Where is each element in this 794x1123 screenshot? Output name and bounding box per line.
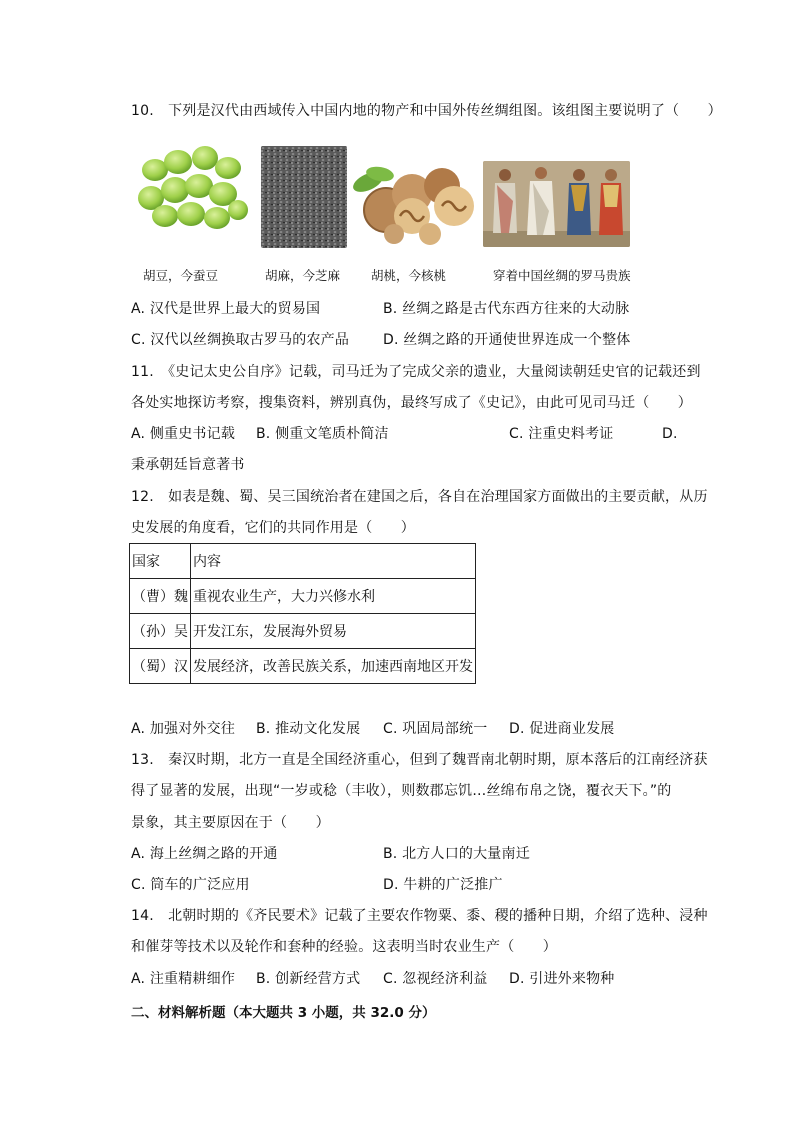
table-cell-country: （曹）魏 — [130, 579, 191, 614]
sesame-image — [261, 146, 347, 248]
q13-stem-line1: 13. 秦汉时期，北方一直是全国经济重心，但到了魏晋南北朝时期，原本落后的江南经济获 — [131, 752, 708, 768]
q12-table — [129, 543, 476, 684]
roman-nobles-image — [483, 161, 630, 247]
q11-option-c: C. 注重史料考证 — [509, 426, 614, 442]
q14-stem-line2: 和催芽等技术以及轮作和套种的经验。这表明当时农业生产（ ） — [131, 939, 557, 955]
table-cell-country: （蜀）汉 — [130, 649, 191, 684]
table-header-country: 国家 — [130, 544, 191, 579]
q12-stem-line2: 史发展的角度看，它们的共同作用是（ ） — [131, 520, 415, 536]
q10-option-c: C. 汉代以丝绸换取古罗马的农产品 — [131, 332, 350, 348]
table-row — [130, 614, 476, 649]
table-cell-content: 发展经济，改善民族关系，加速西南地区开发 — [191, 649, 476, 684]
section-heading: 二、材料解析题（本大题共 3 小题，共 32.0 分） — [131, 1005, 436, 1021]
table-cell-country: （孙）吴 — [130, 614, 191, 649]
q13-option-a: A. 海上丝绸之路的开通 — [131, 846, 278, 862]
walnut-image — [350, 160, 480, 246]
q10-stem: 10. 下列是汉代由西域传入中国内地的物产和中国外传丝绸组图。该组图主要说明了（ ） — [131, 103, 722, 119]
q12-option-b: B. 推动文化发展 — [256, 721, 361, 737]
caption-sesame: 胡麻，今芝麻 — [265, 268, 341, 283]
caption-walnut: 胡桃，今核桃 — [371, 268, 447, 283]
q12-option-d: D. 促进商业发展 — [509, 721, 615, 737]
table-cell-content: 重视农业生产，大力兴修水利 — [191, 579, 476, 614]
broad-beans-image — [133, 140, 250, 232]
table-row — [130, 579, 476, 614]
q10-option-a: A. 汉代是世界上最大的贸易国 — [131, 301, 321, 317]
q14-option-c: C. 忽视经济利益 — [383, 971, 488, 987]
q11-option-d-label: D. — [662, 426, 678, 442]
q13-option-d: D. 牛耕的广泛推广 — [383, 877, 503, 893]
q11-option-a: A. 侧重史书记载 — [131, 426, 236, 442]
q12-option-c: C. 巩固局部统一 — [383, 721, 488, 737]
q14-option-a: A. 注重精耕细作 — [131, 971, 236, 987]
table-row — [130, 649, 476, 684]
table-header-row — [130, 544, 476, 579]
q12-option-a: A. 加强对外交往 — [131, 721, 236, 737]
q13-option-c: C. 筒车的广泛应用 — [131, 877, 250, 893]
q11-option-b: B. 侧重文笔质朴简洁 — [256, 426, 389, 442]
q12-stem-line1: 12. 如表是魏、蜀、吴三国统治者在建国之后，各自在治理国家方面做出的主要贡献，从历 — [131, 489, 708, 505]
table-cell-content: 开发江东，发展海外贸易 — [191, 614, 476, 649]
q13-stem-line2: 得了显著的发展，出现“一岁或稔（丰收），则数郡忘饥…丝绵布帛之饶，覆衣天下。”的 — [131, 783, 672, 799]
q10-option-d: D. 丝绸之路的开通使世界连成一个整体 — [383, 332, 631, 348]
caption-roman-nobles: 穿着中国丝绸的罗马贵族 — [493, 268, 631, 283]
q10-option-b: B. 丝绸之路是古代东西方往来的大动脉 — [383, 301, 630, 317]
q11-option-d-text: 秉承朝廷旨意著书 — [131, 457, 245, 473]
table-header-content: 内容 — [191, 544, 476, 579]
q13-option-b: B. 北方人口的大量南迁 — [383, 846, 530, 862]
q14-stem-line1: 14. 北朝时期的《齐民要术》记载了主要农作物粟、黍、稷的播种日期，介绍了选种、浸种 — [131, 908, 708, 924]
q14-option-d: D. 引进外来物种 — [509, 971, 615, 987]
q14-option-b: B. 创新经营方式 — [256, 971, 361, 987]
q11-stem-line2: 各处实地探访考察，搜集资料，辨别真伪，最终写成了《史记》，由此可见司马迁（ ） — [131, 395, 692, 411]
q11-stem-line1: 11. 《史记太史公自序》记载，司马迁为了完成父亲的遗业，大量阅读朝廷史官的记载还到 — [131, 364, 701, 380]
caption-broad-beans: 胡豆，今蚕豆 — [143, 268, 219, 283]
q13-stem-line3: 景象，其主要原因在于（ ） — [131, 815, 330, 831]
